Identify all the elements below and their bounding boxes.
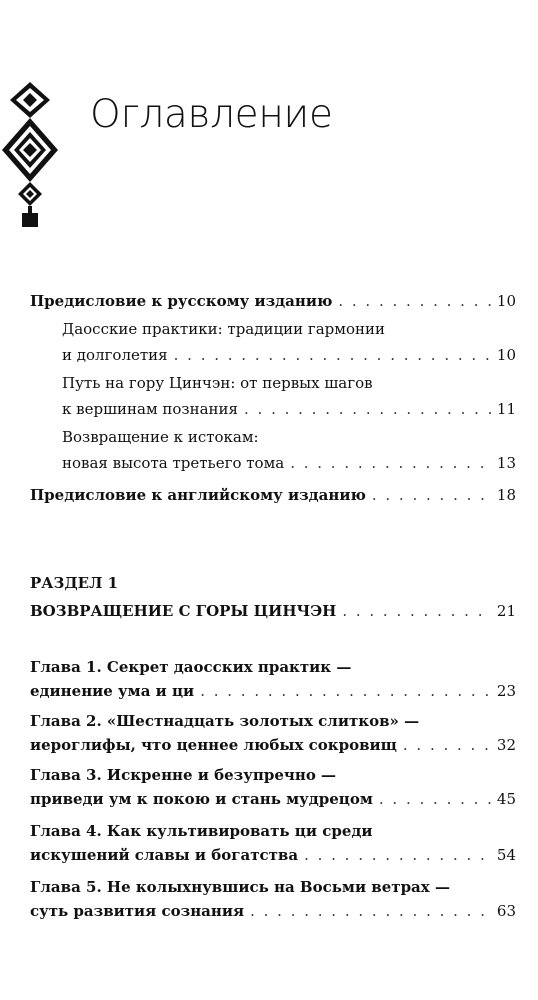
toc-entry[interactable] (30, 790, 516, 808)
dot-leader (338, 292, 491, 310)
dot-leader (304, 846, 491, 864)
toc-entry-title: новая высота третьего тома (62, 454, 285, 472)
dot-leader (244, 400, 491, 418)
dot-leader (174, 346, 491, 364)
chapter-line1: Глава 2. «Шестнадцать золотых слитков» — (30, 712, 420, 730)
decorative-ornament-icon (0, 80, 60, 230)
toc-entry-line1: Возвращение к истокам: (62, 428, 259, 446)
toc-page-number: 23 (496, 682, 516, 700)
toc-entry[interactable] (30, 486, 516, 504)
toc-entry[interactable] (30, 292, 516, 310)
toc-page-number: 32 (496, 736, 516, 754)
toc-entry[interactable] (30, 846, 516, 864)
toc-entry[interactable] (62, 346, 516, 364)
dot-leader (372, 486, 491, 504)
toc-entry-line1: Даосские практики: традиции гармонии (62, 320, 385, 338)
toc-entry-title: к вершинам познания (62, 400, 238, 418)
toc-page-number: 45 (496, 790, 516, 808)
page-title: Оглавление (90, 92, 333, 137)
dot-leader (290, 454, 491, 472)
chapter-line1: Глава 1. Секрет даосских практик — (30, 658, 352, 676)
chapter-title: суть развития сознания (30, 902, 245, 920)
toc-entry[interactable] (30, 682, 516, 700)
chapter-line1: Глава 5. Не колыхнувшись на Восьми ветрах — (30, 878, 450, 896)
toc-entry-title: Предисловие к английскому изданию (30, 486, 366, 504)
dot-leader (342, 602, 491, 620)
toc-entry[interactable] (30, 902, 516, 920)
toc-entry-title: Предисловие к русскому изданию (30, 292, 333, 310)
toc-page-number: 18 (496, 486, 516, 504)
section-label: РАЗДЕЛ 1 (30, 574, 119, 592)
chapter-title: искушений славы и богатства (30, 846, 299, 864)
toc-entry[interactable] (62, 400, 516, 418)
chapter-title: иероглифы, что ценнее любых сокровищ (30, 736, 397, 754)
chapter-line1: Глава 3. Искренне и безупречно — (30, 766, 337, 784)
toc-entry-line1: Путь на гору Цинчэн: от первых шагов (62, 374, 373, 392)
dot-leader (403, 736, 491, 754)
toc-page-number: 11 (496, 400, 516, 418)
chapter-title: приведи ум к покою и стань мудрецом (30, 790, 373, 808)
toc-page-number: 63 (496, 902, 516, 920)
section-title: ВОЗВРАЩЕНИЕ С ГОРЫ ЦИНЧЭН (30, 602, 337, 620)
dot-leader (379, 790, 491, 808)
chapter-title: единение ума и ци (30, 682, 195, 700)
toc-page-number: 13 (496, 454, 516, 472)
dot-leader (250, 902, 491, 920)
toc-entry[interactable] (62, 454, 516, 472)
toc-entry-title: и долголетия (62, 346, 168, 364)
toc-entry[interactable] (30, 602, 516, 620)
toc-page-number: 21 (496, 602, 516, 620)
chapter-line1: Глава 4. Как культивировать ци среди (30, 822, 373, 840)
toc-page-number: 10 (496, 292, 516, 310)
toc-page-number: 54 (496, 846, 516, 864)
dot-leader (200, 682, 491, 700)
toc-page-number: 10 (496, 346, 516, 364)
toc-entry[interactable] (30, 736, 516, 754)
